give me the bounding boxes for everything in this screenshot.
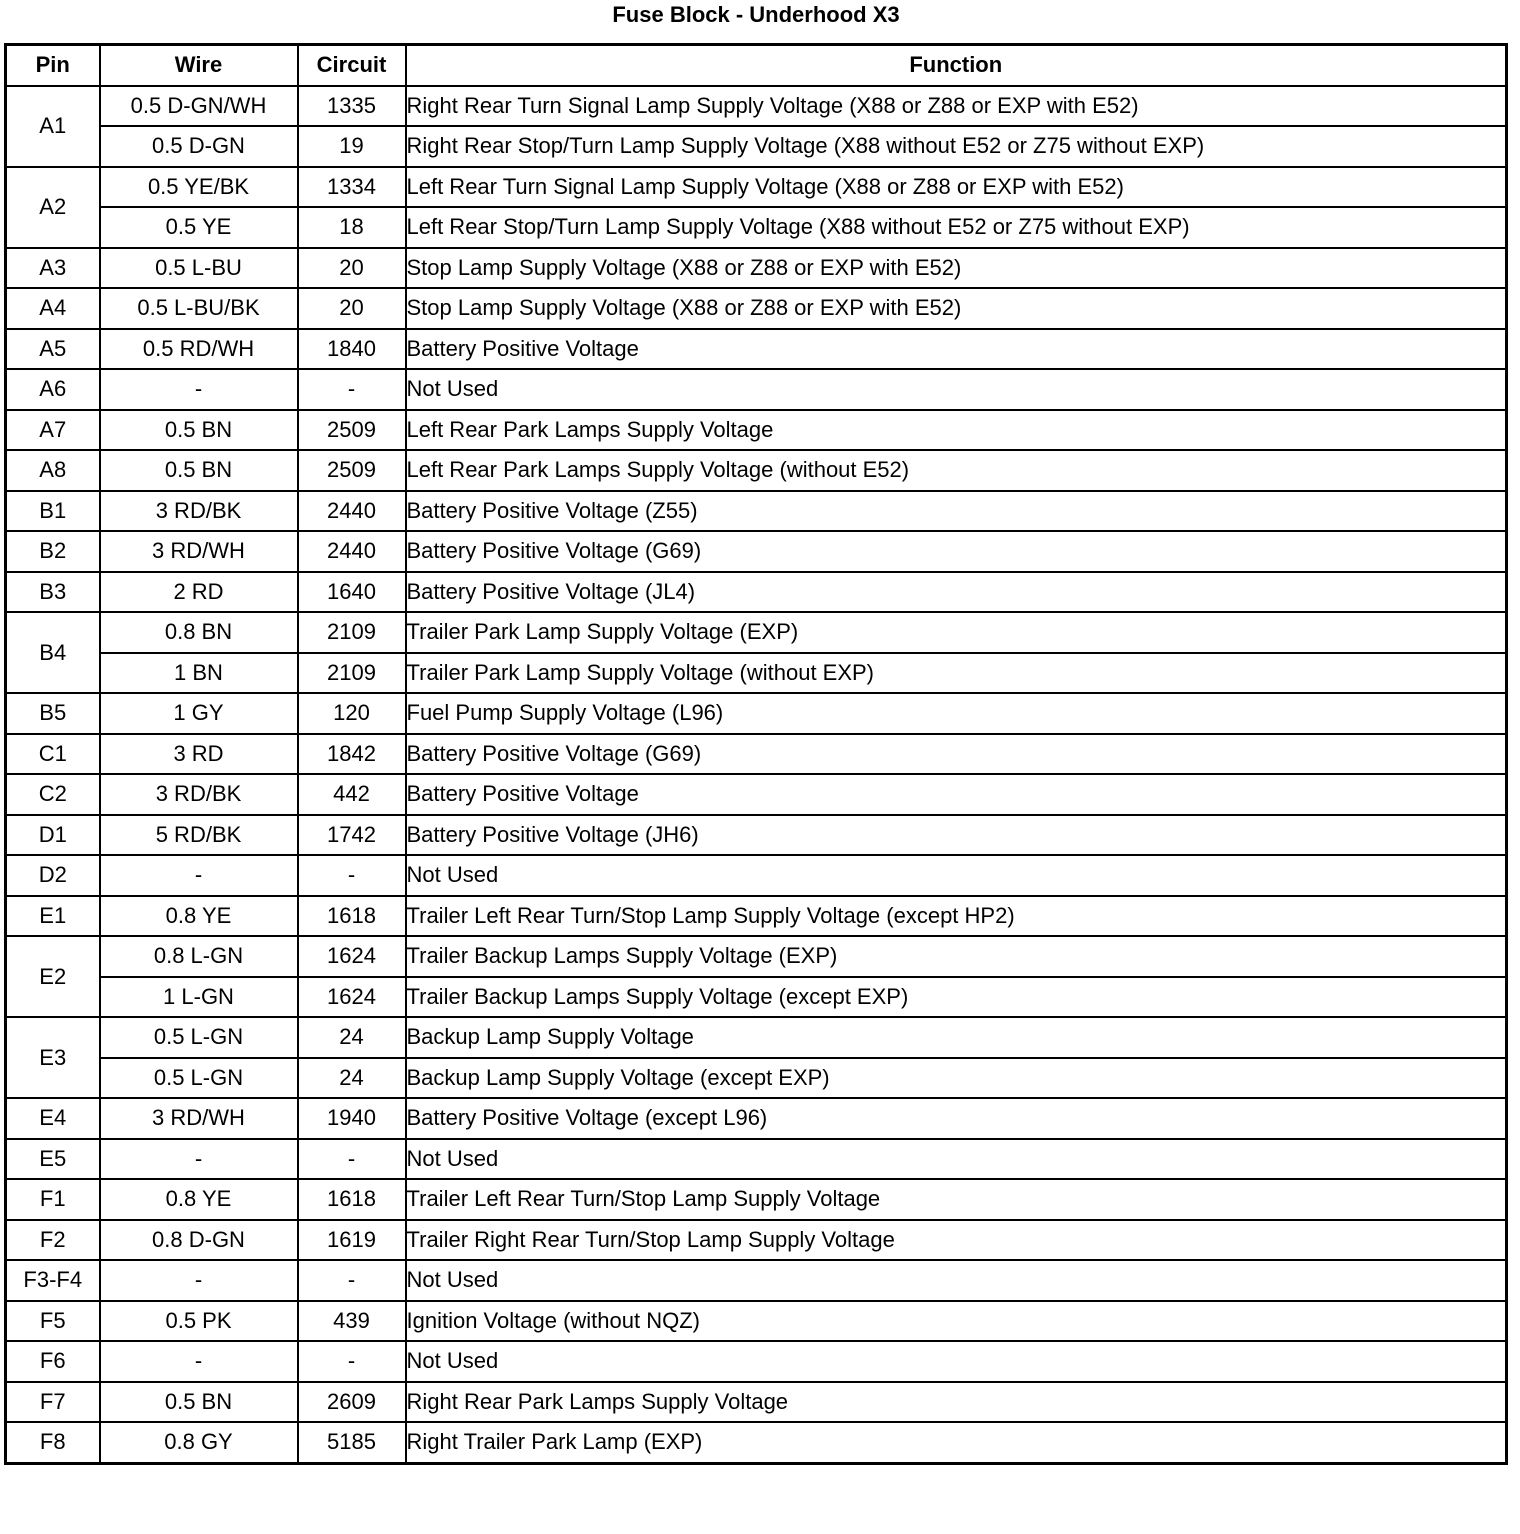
wire-cell: 0.5 L-BU/BK	[100, 288, 298, 329]
function-cell: Ignition Voltage (without NQZ)	[406, 1301, 1507, 1342]
wire-cell: 0.5 D-GN	[100, 126, 298, 167]
wire-cell: 0.5 L-GN	[100, 1017, 298, 1058]
function-cell: Not Used	[406, 855, 1507, 896]
function-cell: Battery Positive Voltage (G69)	[406, 734, 1507, 775]
pin-cell: F7	[6, 1382, 100, 1423]
function-cell: Trailer Backup Lamps Supply Voltage (except EXP)	[406, 977, 1507, 1018]
wire-cell: 0.5 BN	[100, 450, 298, 491]
pin-cell: F6	[6, 1341, 100, 1382]
table-row	[6, 1098, 1507, 1139]
pin-cell: B1	[6, 491, 100, 532]
pin-cell: B5	[6, 693, 100, 734]
function-cell: Stop Lamp Supply Voltage (X88 or Z88 or EXP with E52)	[406, 248, 1507, 289]
wire-cell: -	[100, 1260, 298, 1301]
function-cell: Not Used	[406, 369, 1507, 410]
function-cell: Left Rear Park Lamps Supply Voltage (without E52)	[406, 450, 1507, 491]
pin-cell: A5	[6, 329, 100, 370]
wire-cell: -	[100, 1139, 298, 1180]
pin-cell: F3-F4	[6, 1260, 100, 1301]
wire-cell: 3 RD/WH	[100, 531, 298, 572]
circuit-cell: 19	[298, 126, 406, 167]
pin-cell: C1	[6, 734, 100, 775]
table-row	[6, 531, 1507, 572]
header-function: Function	[406, 45, 1507, 86]
header-circuit: Circuit	[298, 45, 406, 86]
wire-cell: 0.8 BN	[100, 612, 298, 653]
table-row	[6, 1058, 1507, 1099]
table-row	[6, 207, 1507, 248]
table-row	[6, 167, 1507, 208]
circuit-cell: 5185	[298, 1422, 406, 1463]
table-row	[6, 450, 1507, 491]
wire-cell: 2 RD	[100, 572, 298, 613]
circuit-cell: 24	[298, 1017, 406, 1058]
table-row	[6, 774, 1507, 815]
function-cell: Trailer Right Rear Turn/Stop Lamp Supply Voltage	[406, 1220, 1507, 1261]
table-row	[6, 855, 1507, 896]
table-row	[6, 410, 1507, 451]
function-cell: Battery Positive Voltage (JH6)	[406, 815, 1507, 856]
circuit-cell: 2509	[298, 450, 406, 491]
wire-cell: 0.5 YE/BK	[100, 167, 298, 208]
circuit-cell: 18	[298, 207, 406, 248]
circuit-cell: 2440	[298, 491, 406, 532]
function-cell: Fuel Pump Supply Voltage (L96)	[406, 693, 1507, 734]
wire-cell: 3 RD/BK	[100, 774, 298, 815]
circuit-cell: 439	[298, 1301, 406, 1342]
table-row	[6, 1260, 1507, 1301]
pin-cell: C2	[6, 774, 100, 815]
wire-cell: 0.5 L-GN	[100, 1058, 298, 1099]
pin-cell: A8	[6, 450, 100, 491]
circuit-cell: 1618	[298, 1179, 406, 1220]
wire-cell: 0.5 BN	[100, 410, 298, 451]
pin-cell: E3	[6, 1017, 100, 1098]
function-cell: Right Rear Stop/Turn Lamp Supply Voltage (X88 without E52 or Z75 without EXP)	[406, 126, 1507, 167]
circuit-cell: 1742	[298, 815, 406, 856]
table-row	[6, 1139, 1507, 1180]
pin-cell: F2	[6, 1220, 100, 1261]
circuit-cell: 2440	[298, 531, 406, 572]
pin-cell: A3	[6, 248, 100, 289]
pin-cell: E2	[6, 936, 100, 1017]
wire-cell: 0.5 YE	[100, 207, 298, 248]
function-cell: Battery Positive Voltage (G69)	[406, 531, 1507, 572]
circuit-cell: 2609	[298, 1382, 406, 1423]
function-cell: Left Rear Turn Signal Lamp Supply Voltage (X88 or Z88 or EXP with E52)	[406, 167, 1507, 208]
table-row	[6, 693, 1507, 734]
wire-cell: 0.8 GY	[100, 1422, 298, 1463]
function-cell: Trailer Left Rear Turn/Stop Lamp Supply Voltage (except HP2)	[406, 896, 1507, 937]
function-cell: Battery Positive Voltage	[406, 329, 1507, 370]
wire-cell: 3 RD/WH	[100, 1098, 298, 1139]
circuit-cell: 1334	[298, 167, 406, 208]
table-row	[6, 1220, 1507, 1261]
table-row	[6, 86, 1507, 127]
function-cell: Trailer Park Lamp Supply Voltage (without EXP)	[406, 653, 1507, 694]
circuit-cell: 1940	[298, 1098, 406, 1139]
wire-cell: 0.8 YE	[100, 1179, 298, 1220]
table-row	[6, 977, 1507, 1018]
header-pin: Pin	[6, 45, 100, 86]
circuit-cell: 1640	[298, 572, 406, 613]
circuit-cell: -	[298, 1341, 406, 1382]
wire-cell: 0.8 L-GN	[100, 936, 298, 977]
table-row	[6, 1422, 1507, 1463]
function-cell: Stop Lamp Supply Voltage (X88 or Z88 or EXP with E52)	[406, 288, 1507, 329]
circuit-cell: 120	[298, 693, 406, 734]
wire-cell: 1 BN	[100, 653, 298, 694]
pin-cell: A2	[6, 167, 100, 248]
circuit-cell: 442	[298, 774, 406, 815]
circuit-cell: 1619	[298, 1220, 406, 1261]
wire-cell: 0.5 PK	[100, 1301, 298, 1342]
pin-cell: D2	[6, 855, 100, 896]
table-row	[6, 329, 1507, 370]
table-row	[6, 1179, 1507, 1220]
circuit-cell: 1624	[298, 936, 406, 977]
pin-cell: F1	[6, 1179, 100, 1220]
page-title: Fuse Block - Underhood X3	[612, 2, 900, 27]
table-row	[6, 288, 1507, 329]
wire-cell: 0.8 D-GN	[100, 1220, 298, 1261]
circuit-cell: -	[298, 855, 406, 896]
wire-cell: 0.5 RD/WH	[100, 329, 298, 370]
function-cell: Trailer Park Lamp Supply Voltage (EXP)	[406, 612, 1507, 653]
pin-cell: F8	[6, 1422, 100, 1463]
table-row	[6, 936, 1507, 977]
function-cell: Left Rear Stop/Turn Lamp Supply Voltage (X88 without E52 or Z75 without EXP)	[406, 207, 1507, 248]
pin-cell: A1	[6, 86, 100, 167]
table-row	[6, 126, 1507, 167]
table-row	[6, 815, 1507, 856]
table-row	[6, 1341, 1507, 1382]
wire-cell: 1 GY	[100, 693, 298, 734]
circuit-cell: 2509	[298, 410, 406, 451]
pin-cell: E4	[6, 1098, 100, 1139]
function-cell: Backup Lamp Supply Voltage (except EXP)	[406, 1058, 1507, 1099]
circuit-cell: -	[298, 369, 406, 410]
function-cell: Trailer Left Rear Turn/Stop Lamp Supply Voltage	[406, 1179, 1507, 1220]
function-cell: Battery Positive Voltage (JL4)	[406, 572, 1507, 613]
table-row	[6, 491, 1507, 532]
table-row	[6, 1382, 1507, 1423]
wire-cell: -	[100, 1341, 298, 1382]
function-cell: Right Rear Turn Signal Lamp Supply Voltage (X88 or Z88 or EXP with E52)	[406, 86, 1507, 127]
pin-cell: B2	[6, 531, 100, 572]
function-cell: Left Rear Park Lamps Supply Voltage	[406, 410, 1507, 451]
pin-cell: D1	[6, 815, 100, 856]
table-row	[6, 1017, 1507, 1058]
table-row	[6, 248, 1507, 289]
table-header-row	[6, 45, 1507, 86]
table-row	[6, 369, 1507, 410]
function-cell: Battery Positive Voltage	[406, 774, 1507, 815]
pin-cell: F5	[6, 1301, 100, 1342]
header-wire: Wire	[100, 45, 298, 86]
function-cell: Not Used	[406, 1341, 1507, 1382]
wire-cell: 5 RD/BK	[100, 815, 298, 856]
wire-cell: 0.5 L-BU	[100, 248, 298, 289]
circuit-cell: 1618	[298, 896, 406, 937]
table-row	[6, 734, 1507, 775]
wire-cell: 0.5 BN	[100, 1382, 298, 1423]
pin-cell: A6	[6, 369, 100, 410]
function-cell: Right Trailer Park Lamp (EXP)	[406, 1422, 1507, 1463]
pinout-table	[4, 43, 1508, 1465]
table-row	[6, 1301, 1507, 1342]
function-cell: Battery Positive Voltage (Z55)	[406, 491, 1507, 532]
table-row	[6, 653, 1507, 694]
table-row	[6, 612, 1507, 653]
function-cell: Backup Lamp Supply Voltage	[406, 1017, 1507, 1058]
circuit-cell: 2109	[298, 612, 406, 653]
function-cell: Right Rear Park Lamps Supply Voltage	[406, 1382, 1507, 1423]
circuit-cell: 20	[298, 248, 406, 289]
function-cell: Not Used	[406, 1260, 1507, 1301]
wire-cell: -	[100, 369, 298, 410]
table-row	[6, 572, 1507, 613]
pin-cell: E5	[6, 1139, 100, 1180]
wire-cell: 0.8 YE	[100, 896, 298, 937]
circuit-cell: 20	[298, 288, 406, 329]
circuit-cell: 24	[298, 1058, 406, 1099]
wire-cell: 0.5 D-GN/WH	[100, 86, 298, 127]
circuit-cell: 2109	[298, 653, 406, 694]
pin-cell: E1	[6, 896, 100, 937]
circuit-cell: 1840	[298, 329, 406, 370]
wire-cell: 1 L-GN	[100, 977, 298, 1018]
pin-cell: A7	[6, 410, 100, 451]
circuit-cell: 1335	[298, 86, 406, 127]
wire-cell: 3 RD/BK	[100, 491, 298, 532]
wire-cell: 3 RD	[100, 734, 298, 775]
function-cell: Battery Positive Voltage (except L96)	[406, 1098, 1507, 1139]
function-cell: Not Used	[406, 1139, 1507, 1180]
pin-cell: A4	[6, 288, 100, 329]
pin-cell: B4	[6, 612, 100, 693]
function-cell: Trailer Backup Lamps Supply Voltage (EXP)	[406, 936, 1507, 977]
pin-cell: B3	[6, 572, 100, 613]
circuit-cell: -	[298, 1260, 406, 1301]
circuit-cell: -	[298, 1139, 406, 1180]
circuit-cell: 1624	[298, 977, 406, 1018]
table-row	[6, 896, 1507, 937]
circuit-cell: 1842	[298, 734, 406, 775]
wire-cell: -	[100, 855, 298, 896]
